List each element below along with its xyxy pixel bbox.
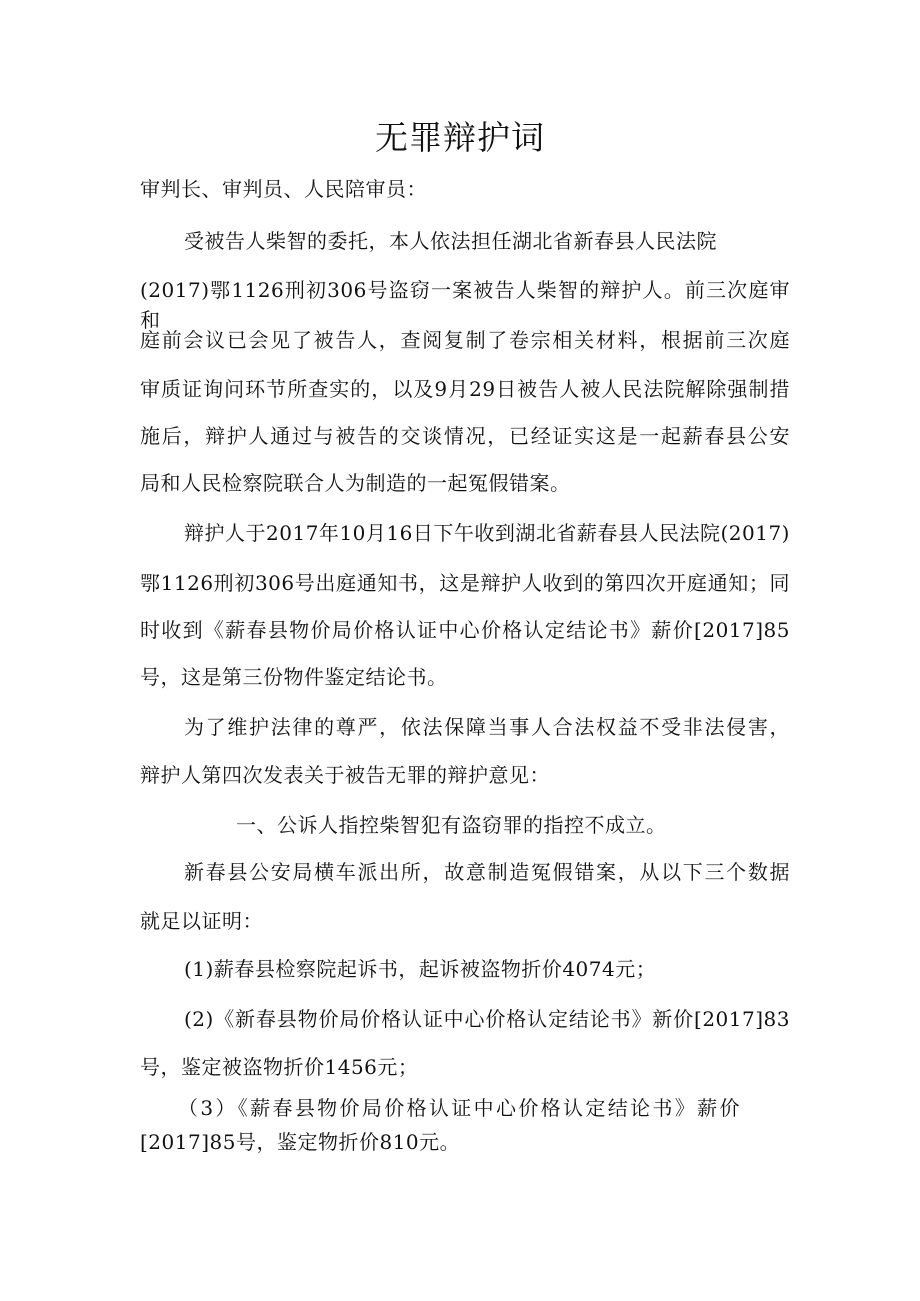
paragraph-line: 局和人民检察院联合人为制造的一起冤假错案。 <box>140 471 571 495</box>
paragraph-line: 辩护人于2017年10月16日下午收到湖北省薪春县人民法院(2017) <box>184 521 790 545</box>
paragraph-line: 时收到《薪春县物价局价格认证中心价格认定结论书》薪价[2017]85 <box>140 618 790 642</box>
paragraph-line: 审质证询问环节所查实的，以及9月29日被告人被人民法院解除强制措 <box>140 377 790 401</box>
list-item: （3）《薪春县物价局价格认证中心价格认定结论书》薪价 <box>178 1096 740 1120</box>
list-item: (2)《新春县物价局价格认证中心价格认定结论书》新价[2017]83 <box>184 1007 790 1031</box>
paragraph-line: 施后，辩护人通过与被告的交谈情况，已经证实这是一起薪春县公安 <box>140 424 790 448</box>
paragraph-line: 号，这是第三份物件鉴定结论书。 <box>140 665 448 689</box>
salutation: 审判长、审判员、人民陪审员： <box>140 177 427 201</box>
document-title: 无罪辩护词 <box>375 118 545 157</box>
list-item-continuation: [2017]85号，鉴定物折价810元。 <box>140 1130 461 1154</box>
paragraph-line: 受被告人柴智的委托，本人依法担任湖北省新春县人民法院 <box>184 229 717 253</box>
paragraph-line: 新春县公安局横车派出所，故意制造冤假错案，从以下三个数据 <box>184 860 790 884</box>
paragraph-line: (2017)鄂1126刑初306号盗窃一案被告人柴智的辩护人。前三次庭审和 <box>140 278 790 332</box>
list-item: (1)薪春县检察院起诉书，起诉被盗物折价4074元； <box>184 957 657 981</box>
paragraph-line: 辩护人第四次发表关于被告无罪的辩护意见： <box>140 763 550 787</box>
list-item-continuation: 号，鉴定被盗物折价1456元； <box>140 1055 419 1079</box>
section-heading: 一、公诉人指控柴智犯有盗窃罪的指控不成立。 <box>236 813 667 837</box>
paragraph-line: 鄂1126刑初306号出庭通知书，这是辩护人收到的第四次开庭通知；同 <box>140 571 790 595</box>
paragraph-line: 庭前会议已会见了被告人，查阅复制了卷宗相关材料，根据前三次庭 <box>140 328 790 352</box>
paragraph-line: 就足以证明： <box>140 909 263 933</box>
paragraph-line: 为了维护法律的尊严，依法保障当事人合法权益不受非法侵害， <box>184 715 790 739</box>
